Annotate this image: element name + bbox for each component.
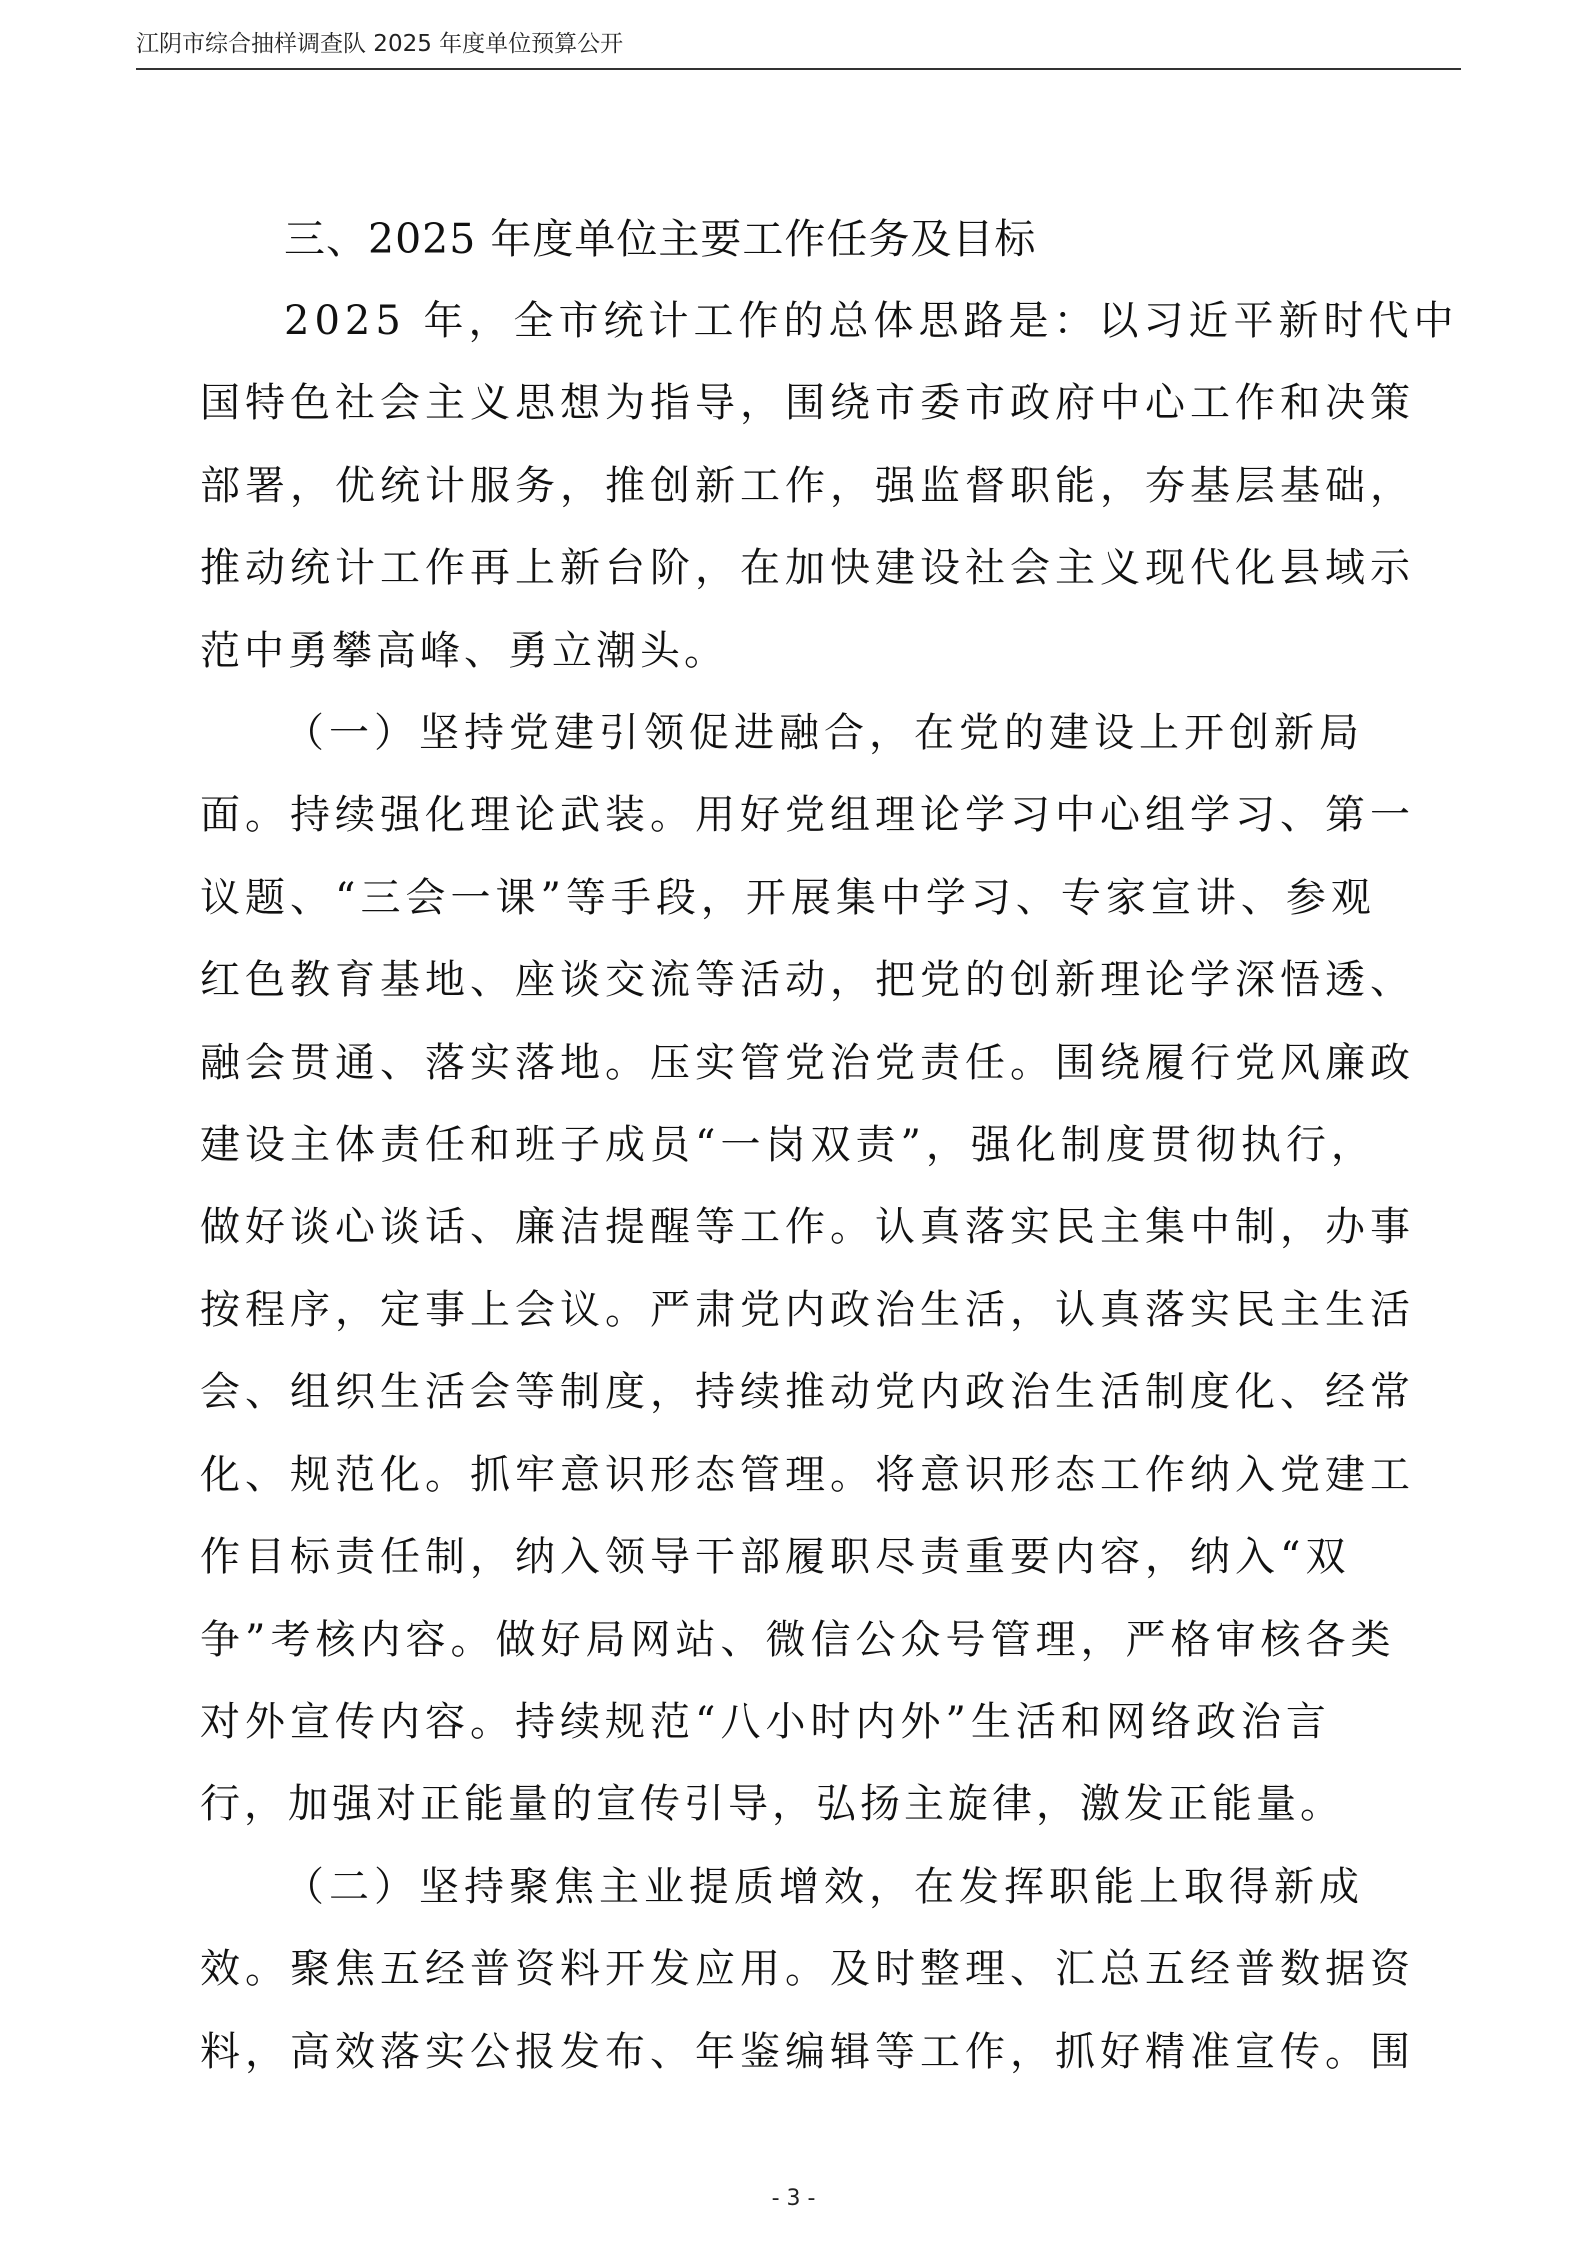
text-line: 行，加强对正能量的宣传引导，弘扬主旋律，激发正能量。 (200, 1781, 1344, 1828)
text-line: （二）坚持聚焦主业提质增效，在发挥职能上取得新成 (284, 1863, 1364, 1910)
text-line: 红色教育基地、座谈交流等活动，把党的创新理论学深悟透、 (200, 957, 1415, 1004)
text-line: 国特色社会主义思想为指导，围绕市委市政府中心工作和决策 (200, 380, 1415, 427)
text-line: 争”考核内容。做好局网站、微信公众号管理，严格审核各类 (200, 1616, 1396, 1663)
text-line: 推动统计工作再上新台阶，在加快建设社会主义现代化县域示 (200, 545, 1415, 592)
text-line: 会、组织生活会等制度，持续推动党内政治生活制度化、经常 (200, 1369, 1415, 1416)
text-line: 面。持续强化理论武装。用好党组理论学习中心组学习、第一 (200, 792, 1415, 839)
text-line: 范中勇攀高峰、勇立潮头。 (200, 627, 728, 674)
paragraph-party-building (200, 692, 1415, 1846)
text-line: 效。聚焦五经普资料开发应用。及时整理、汇总五经普数据资 (200, 1946, 1415, 1993)
text-line: 议题、“三会一课”等手段，开展集中学习、专家宣讲、参观 (200, 874, 1376, 921)
text-line: 部署，优统计服务，推创新工作，强监督职能，夯基层基础， (200, 462, 1415, 509)
page-number: - 3 - (771, 2186, 816, 2211)
text-line: 2025 年，全市统计工作的总体思路是：以习近平新时代中 (284, 298, 1459, 344)
text-line: 化、规范化。抓牢意识形态管理。将意识形态工作纳入党建工 (200, 1451, 1415, 1498)
paragraph-core-business (200, 1846, 1415, 2093)
paragraph-overview (200, 280, 1459, 692)
text-line: 料，高效落实公报发布、年鉴编辑等工作，抓好精准宣传。围 (200, 2028, 1415, 2075)
text-line: 对外宣传内容。持续规范“八小时内外”生活和网络政治言 (200, 1698, 1331, 1745)
running-header (136, 24, 1461, 70)
text-line: 做好谈心谈话、廉洁提醒等工作。认真落实民主集中制，办事 (200, 1204, 1415, 1251)
text-line: （一）坚持党建引领促进融合，在党的建设上开创新局 (284, 710, 1364, 757)
document-title: 江阴市综合抽样调查队 2025 年度单位预算公开 (136, 31, 624, 57)
text-line: 作目标责任制，纳入领导干部履职尽责重要内容，纳入“双 (200, 1534, 1351, 1581)
text-line: 按程序，定事上会议。严肃党内政治生活，认真落实民主生活 (200, 1286, 1415, 1333)
text-line: 建设主体责任和班子成员“一岗双责”，强化制度贯彻执行， (200, 1122, 1376, 1169)
section-heading: 三、2025 年度单位主要工作任务及目标 (284, 215, 1037, 263)
document-body (200, 198, 1459, 2093)
text-line: 融会贯通、落实落地。压实管党治党责任。围绕履行党风廉政 (200, 1039, 1415, 1086)
